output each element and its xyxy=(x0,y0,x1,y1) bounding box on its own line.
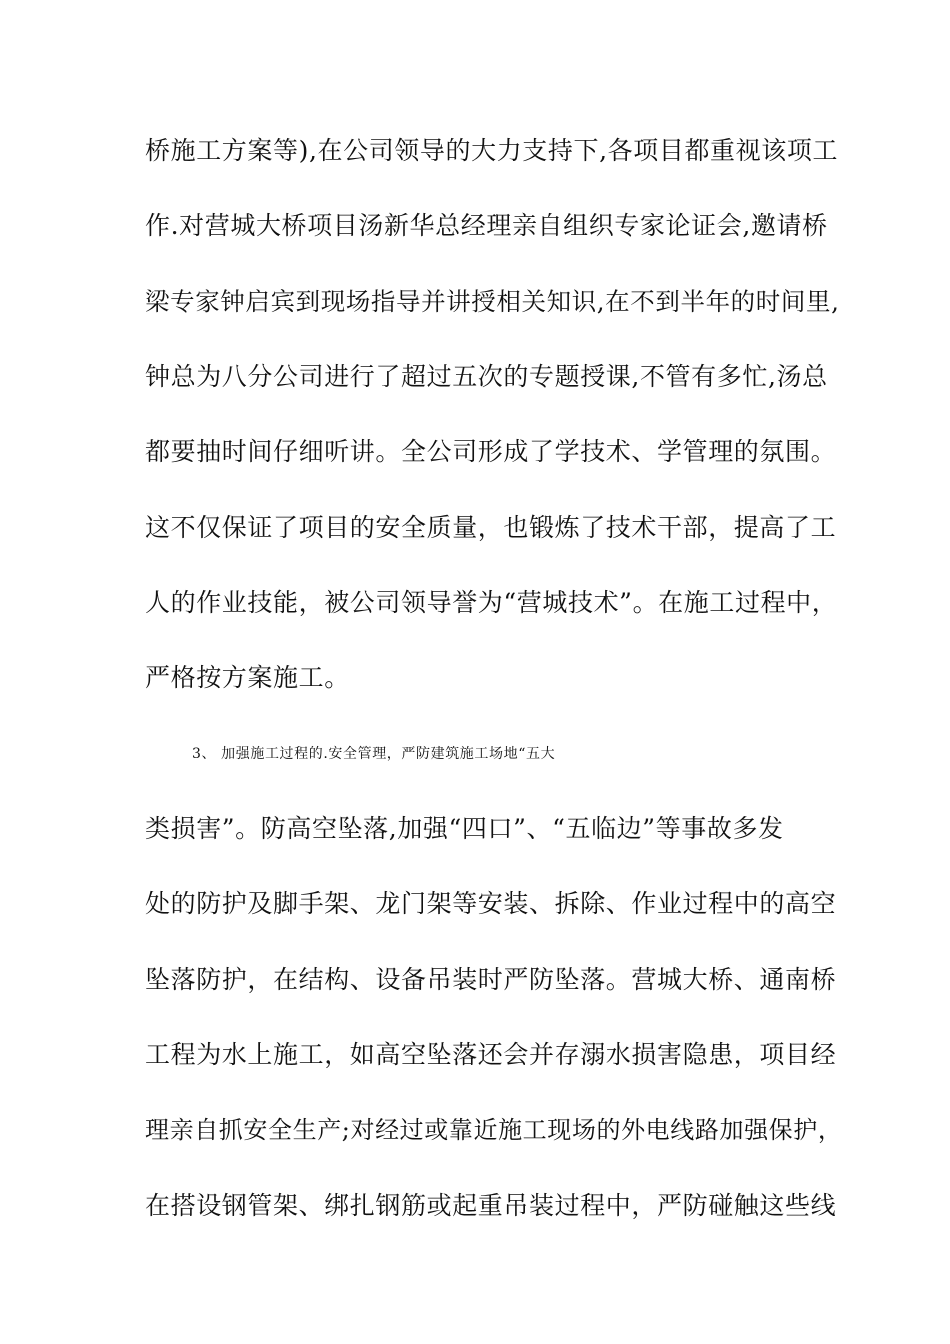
text-line-3: 梁专家钟启宾到现场指导并讲授相关知识,在不到半年的时间里, xyxy=(145,287,840,316)
text-line-12: 坠落防护，在结构、设备吊装时严防坠落。营城大桥、通南桥 xyxy=(145,965,837,994)
text-line-15: 在搭设钢管架、绑扎钢筋或起重吊装过程中，严防碰触这些线 xyxy=(145,1191,837,1220)
text-line-11: 处的防护及脚手架、龙门架等安装、拆除、作业过程中的高空 xyxy=(145,889,837,918)
text-line-14: 理亲自抓安全生产;对经过或靠近施工现场的外电线路加强保护， xyxy=(145,1116,843,1144)
text-line-13: 工程为水上施工，如高空坠落还会并存溺水损害隐患，项目经 xyxy=(145,1040,837,1069)
text-line-5: 都要抽时间仔细听讲。全公司形成了学技术、学管理的氛围。 xyxy=(145,437,837,466)
text-line-10: 类损害”。防高空坠落,加强“四口”、“五临边”等事故多发 xyxy=(145,814,784,843)
text-line-4: 钟总为八分公司进行了超过五次的专题授课,不管有多忙,汤总 xyxy=(145,362,828,391)
text-line-9: 3、 加强施工过程的.安全管理，严防建筑施工场地“五大 xyxy=(192,746,556,762)
text-line-7: 人的作业技能，被公司领导誉为“营城技术”。在施工过程中， xyxy=(145,588,838,617)
text-line-6: 这不仅保证了项目的安全质量，也锻炼了技术干部，提高了工 xyxy=(145,513,837,542)
text-line-8: 严格按方案施工。 xyxy=(145,663,350,692)
text-line-1: 桥施工方案等),在公司领导的大力支持下,各项目都重视该项工 xyxy=(145,136,839,165)
text-line-2: 作.对营城大桥项目汤新华总经理亲自组织专家论证会,邀请桥 xyxy=(145,211,828,240)
